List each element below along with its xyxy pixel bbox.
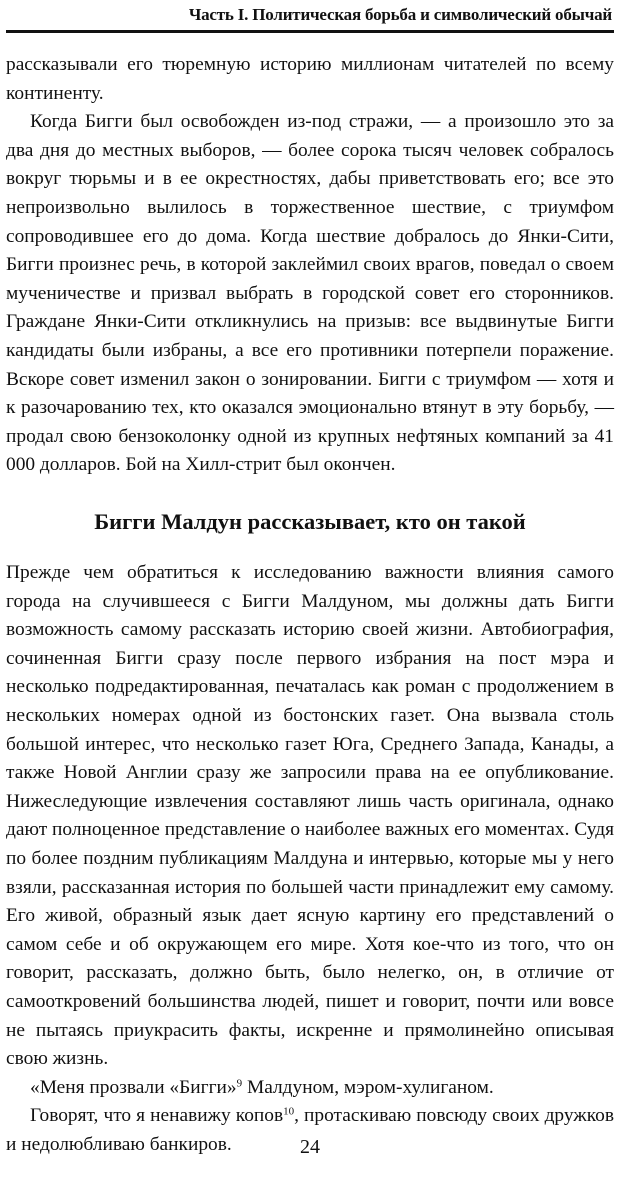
section-heading: Бигги Малдун рассказывает, кто он такой: [94, 509, 526, 534]
paragraph-introduction: Прежде чем обратиться к исследованию важности влияния самого города на случившееся с Бигги Малдуном, мы должны дать Бигги возможность самому рассказать историю своей жизни. Автобиография, сочиненная Бигги сразу после первого избрания на пост мэра и несколько подредактированная, печаталась как роман с продолжением в нескольких номерах одной из бостонских газет. Она вызвала столь большой интерес, что несколько газет Юга, Среднего Запада, Канады, а также Новой Англии сразу же запросили права на ее опубликование. Нижеследующие извлечения составляют лишь часть оригинала, однако дают полноценное представление о наиболее важных его моментах. Судя по более поздним публикациям Малдуна и интервью, которые мы у него взяли, рассказанная история по большей части принадлежит ему самому. Его живой, образный язык дает ясную картину его представлений о самом себе и об окружающем его мире. Хотя кое-что из того, что он говорит, рассказать, должно быть, было нелегко, он, в отличие от самооткровений большинства людей, пишет и говорит, почти или вовсе не пытаясь приукрасить факты, искренне и прямолинейно описывая свою жизнь.: [6, 562, 615, 1070]
footnote-marker-10[interactable]: 10: [283, 1105, 295, 1118]
running-head: Часть I. Политическая борьба и символический обычай: [188, 5, 612, 24]
quote-line-2-text-b: , протаскиваю повсюду своих дружков и недолюбливаю банкиров.: [6, 1105, 614, 1155]
quote-line-2-text-a: Говорят, что я ненавижу копов: [30, 1105, 284, 1127]
quote-line-1-text-a: «Меня прозвали «Бигги»: [30, 1076, 237, 1098]
paragraph-release: Когда Бигги был освобожден из-под стражи, — а произошло это за два дня до местных выборов, — более сорока тысяч человек собралось вокруг тюрьмы и в ее окрестностях, дабы приветствовать его; все это непроизвольно вылилось в торжественное шествие, с триумфом сопроводившее его до дома. Когда шествие добралось до Янки-Сити, Бигги произнес речь, в которой заклеймил своих врагов, поведал о своем мученичестве и призвал выбрать в городской совет его сторонников. Граждане Янки-Сити откликнулись на призыв: все выдвинутые Бигги кандидаты были избраны, а все его противники потерпели поражение. Вскоре совет изменил закон о зонировании. Бигги с триумфом — хотя и к разочарованию тех, кто оказался эмоционально втянут в эту борьбу, — продал свою бензоколонку одной из крупных нефтяных компаний за 41 000 долларов. Бой на Хилл-стрит был окончен.: [6, 111, 614, 476]
text-block-top: [6, 51, 614, 480]
paragraph-continuation: рассказывали его тюремную историю миллионам читателей по всему континенту.: [6, 54, 614, 104]
footnote-marker-9[interactable]: 9: [236, 1077, 243, 1090]
text-block-main: [6, 559, 614, 1159]
quote-line-1-text-b: Малдуном, мэром-хулиганом.: [242, 1076, 494, 1098]
page-number: 24: [300, 1136, 320, 1158]
quote-line-1: [6, 1074, 614, 1103]
header-rule: [6, 30, 614, 33]
